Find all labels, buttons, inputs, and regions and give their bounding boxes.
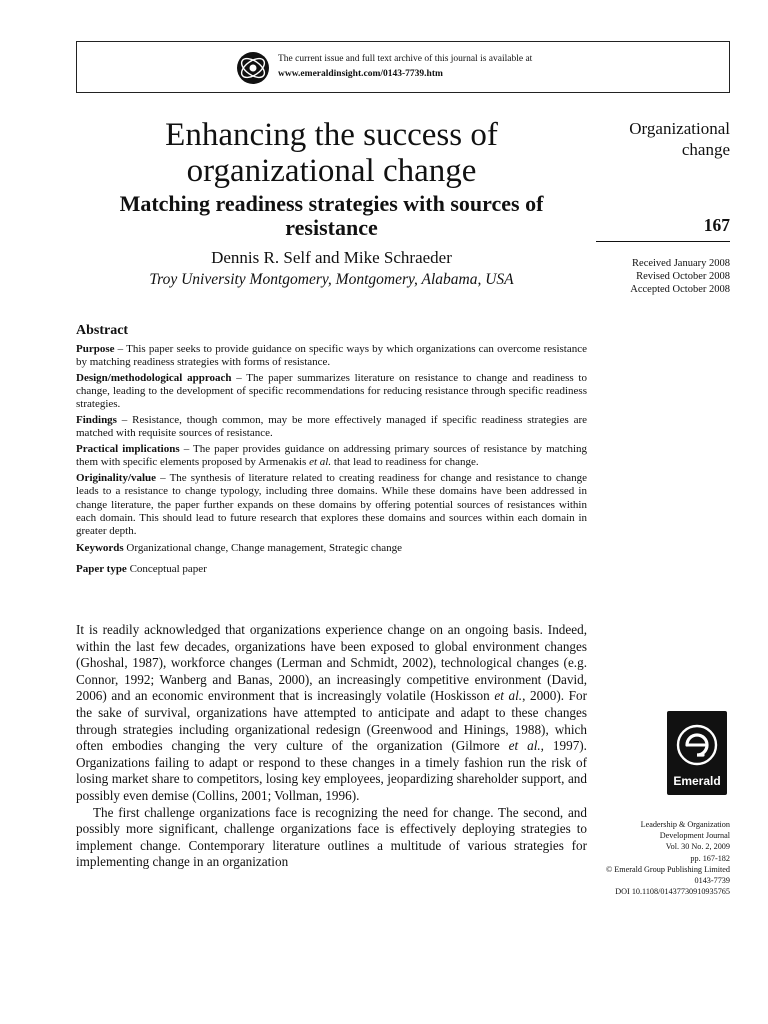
abstract-heading: Abstract	[76, 323, 129, 338]
design-label: Design/methodological approach	[76, 372, 232, 384]
body-paragraph-2: The first challenge organizations face is recognizing the need for change. The second, and possibly more significant, challenge organizations face is effectively deploying strategies to implement change. Contemporary literature outlines a multitude of various strategies for implementing change in an organization	[76, 804, 587, 870]
body-paragraph-1	[76, 622, 587, 805]
authors: Dennis R. Self and Mike Schraeder	[211, 248, 452, 267]
p1-et-al-1: et al.	[494, 688, 523, 704]
journal-availability-notice	[76, 41, 730, 93]
paper-type-label: Paper type	[76, 563, 127, 576]
journal-copyright: © Emerald Group Publishing Limited	[605, 864, 730, 874]
article-subtitle	[76, 192, 587, 240]
emerald-logo-text: Emerald	[673, 774, 721, 788]
design-text: – The paper summarizes literature on resistance to change and readiness to change, leading to the development of specific recommendations for reducing resistance through specific readiness strategies.	[76, 372, 587, 411]
body-text	[76, 622, 587, 871]
keywords	[76, 542, 587, 555]
article-title	[76, 117, 587, 189]
title-line-2: organizational change	[186, 153, 477, 189]
running-head-line-1: Organizational	[629, 119, 730, 138]
findings-label: Findings	[76, 414, 117, 427]
submission-dates	[596, 257, 730, 296]
purpose-label: Purpose	[76, 343, 115, 355]
p1-part-c: , 1997). Organizations failing to adapt or respond to these changes in a timely fashion run the risk of losing market share to competitors, losing key employees, jeopardizing shareholder support, and possibly even demise (Collins, 2001; Vollman, 1996).	[76, 738, 587, 803]
journal-name-line-1: Leadership & Organization	[640, 820, 730, 829]
originality-text: – The synthesis of literature related to creating readiness for change and resistance to change leads to a resistance to change typology, including three domains. While these domains have been addressed in change literature, the paper further expands on these domains by offering potential sources of resistances within each domain. This should lead to future research that explores these domains and sources within each domain in greater depth.	[76, 472, 587, 538]
emerald-e-icon	[675, 721, 719, 771]
abstract-originality	[76, 472, 587, 538]
abstract-findings	[76, 414, 587, 440]
p1-part-b: , 2000). For the sake of survival, organizations have attempted to anticipate and adapt to these changes through strategies including organizational redesign (Greenwood and Hinings, 1988), which often embodies changing the very culture of the organization (Gilmore	[76, 688, 587, 754]
journal-issn: 0143-7739	[694, 876, 730, 886]
sidebar-divider	[596, 241, 730, 242]
p1-part-a: It is readily acknowledged that organizations experience change on an ongoing basis. Indeed, within the last few decades, organizations have been exposed to global environment changes (Ghoshal, 1987), workforce changes (Lerman and Schmidt, 2002), technological changes (e.g. Connor, 1992; Wanberg and Banas, 2000), an increasingly competitive environment (David, 2006) and an economic environment that is increasingly volatile (Hoskisson	[76, 622, 587, 704]
subtitle-line-2: resistance	[285, 215, 378, 240]
practical-et-al: et al.	[309, 456, 332, 469]
running-head-line-2: change	[681, 140, 730, 159]
subtitle-line-1: Matching readiness strategies with sources of	[119, 191, 544, 216]
keywords-label: Keywords	[76, 542, 124, 555]
abstract-purpose	[76, 343, 587, 369]
title-line-1: Enhancing the success of	[165, 117, 498, 153]
p1-et-al-2: et al.	[508, 738, 541, 754]
abstract-design	[76, 372, 587, 412]
paper-type-text: Conceptual paper	[126, 563, 207, 576]
affiliation: Troy University Montgomery, Montgomery, Alabama, USA	[149, 271, 514, 288]
paper-type	[76, 563, 587, 576]
keywords-text: Organizational change, Change management, Strategic change	[123, 542, 403, 555]
notice-text	[278, 52, 532, 82]
journal-doi: DOI 10.1108/01437730910935765	[615, 887, 730, 897]
journal-pages: pp. 167-182	[690, 853, 730, 863]
practical-text-a: – The paper provides guidance on addressing primary sources of resistance by matching them with specific elements proposed by Armenakis	[76, 443, 587, 469]
journal-url-link[interactable]: www.emeraldinsight.com/0143-7739.htm	[278, 69, 443, 79]
notice-line: The current issue and full text archive of this journal is available at	[278, 54, 533, 64]
emerald-logo	[667, 711, 727, 795]
journal-info	[590, 819, 730, 897]
abstract	[76, 343, 587, 579]
findings-text: – Resistance, though common, may be more effectively managed if specific readiness strategies are matched with requisite sources of resistance.	[76, 414, 587, 440]
practical-text-b: that lead to readiness for change.	[331, 456, 479, 469]
accepted-date: Accepted October 2008	[630, 284, 730, 295]
running-head	[596, 118, 730, 160]
journal-name-line-2: Development Journal	[659, 831, 730, 841]
revised-date: Revised October 2008	[636, 271, 730, 282]
received-date: Received January 2008	[632, 258, 730, 269]
originality-label: Originality/value	[76, 472, 157, 485]
page-number: 167	[703, 215, 730, 235]
globe-logo-icon	[236, 51, 270, 85]
journal-volume: Vol. 30 No. 2, 2009	[665, 842, 730, 852]
purpose-text: – This paper seeks to provide guidance on specific ways by which organizations can overcome resistance by matching readiness strategies with forms of resistance.	[76, 343, 587, 369]
practical-label: Practical implications	[76, 443, 180, 456]
abstract-practical	[76, 443, 587, 469]
